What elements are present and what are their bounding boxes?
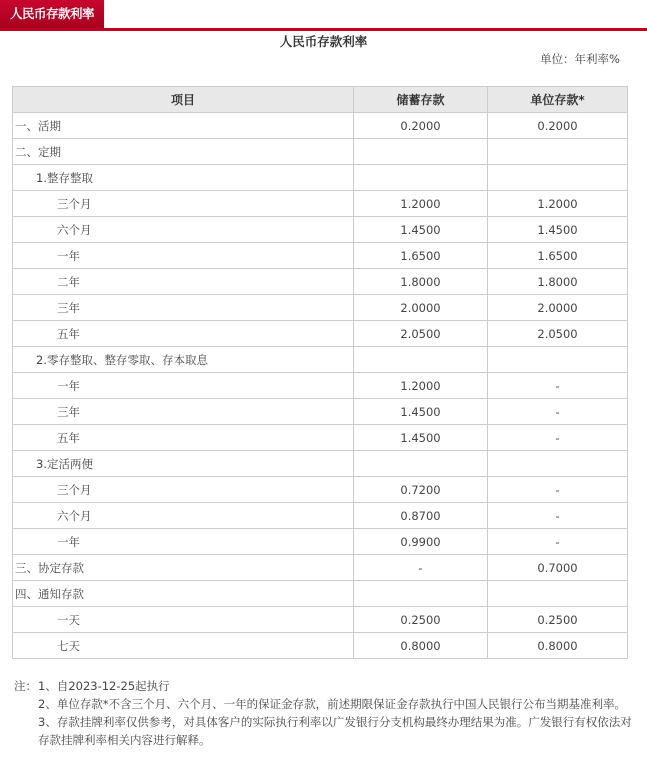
savings-rate: 1.4500 [354, 217, 488, 243]
row-label: 二年 [13, 269, 354, 295]
savings-rate: 0.8000 [354, 633, 488, 659]
note-item [14, 695, 634, 713]
table-row [13, 633, 628, 659]
savings-rate [354, 581, 488, 607]
savings-rate: 1.8000 [354, 269, 488, 295]
table-row [13, 321, 628, 347]
savings-rate: 0.8700 [354, 503, 488, 529]
corporate-rate: 0.2000 [488, 113, 628, 139]
header-savings: 储蓄存款 [354, 87, 488, 113]
corporate-rate: - [488, 477, 628, 503]
row-label: 一年 [13, 529, 354, 555]
row-label: 六个月 [13, 217, 354, 243]
savings-rate [354, 451, 488, 477]
header-item: 项目 [13, 87, 354, 113]
note-text: 2、单位存款*不含三个月、六个月、一年的保证金存款，前述期限保证金存款执行中国人民银行公布当期基准利率。 [38, 697, 627, 711]
row-label: 一天 [13, 607, 354, 633]
row-label: 四、通知存款 [13, 581, 354, 607]
row-label: 3.定活两便 [13, 451, 354, 477]
notes [14, 677, 634, 749]
table-row [13, 165, 628, 191]
row-label: 三年 [13, 295, 354, 321]
row-label: 六个月 [13, 503, 354, 529]
corporate-rate: 2.0500 [488, 321, 628, 347]
corporate-rate: 1.4500 [488, 217, 628, 243]
savings-rate: 1.6500 [354, 243, 488, 269]
table-header-row [13, 87, 628, 113]
savings-rate: 1.2000 [354, 191, 488, 217]
table-row [13, 139, 628, 165]
table-row [13, 191, 628, 217]
row-label: 五年 [13, 425, 354, 451]
row-label: 七天 [13, 633, 354, 659]
savings-rate: 0.2000 [354, 113, 488, 139]
table-row [13, 113, 628, 139]
corporate-rate: 0.7000 [488, 555, 628, 581]
corporate-rate [488, 139, 628, 165]
table-row [13, 399, 628, 425]
corporate-rate [488, 347, 628, 373]
table-row [13, 503, 628, 529]
row-label: 三年 [13, 399, 354, 425]
savings-rate: 1.4500 [354, 399, 488, 425]
savings-rate: - [354, 555, 488, 581]
corporate-rate [488, 165, 628, 191]
row-label: 1.整存整取 [13, 165, 354, 191]
savings-rate [354, 139, 488, 165]
row-label: 一年 [13, 243, 354, 269]
savings-rate: 0.9900 [354, 529, 488, 555]
corporate-rate: - [488, 399, 628, 425]
row-label: 二、定期 [13, 139, 354, 165]
row-label: 2.零存整取、整存零取、存本取息 [13, 347, 354, 373]
corporate-rate: 0.8000 [488, 633, 628, 659]
tab-bar [0, 0, 647, 31]
table-row [13, 529, 628, 555]
table-row [13, 477, 628, 503]
corporate-rate: 1.8000 [488, 269, 628, 295]
row-label: 一年 [13, 373, 354, 399]
table-row [13, 217, 628, 243]
table-row [13, 295, 628, 321]
savings-rate: 0.7200 [354, 477, 488, 503]
notes-prefix: 注： [14, 679, 37, 693]
note-text: 3、存款挂牌利率仅供参考，对具体客户的实际执行利率以广发银行分支机构最终办理结果为准。广发银行有权依法对存款挂牌利率相关内容进行解释。 [38, 715, 632, 747]
deposit-rate-table [12, 86, 628, 659]
unit-label: 单位：年利率% [540, 52, 620, 66]
row-label: 一、活期 [13, 113, 354, 139]
header-corporate: 单位存款* [488, 87, 628, 113]
corporate-rate: 2.0000 [488, 295, 628, 321]
table-row [13, 243, 628, 269]
note-item [14, 677, 634, 695]
row-label: 三个月 [13, 477, 354, 503]
savings-rate: 2.0500 [354, 321, 488, 347]
corporate-rate: - [488, 529, 628, 555]
savings-rate [354, 165, 488, 191]
savings-rate: 2.0000 [354, 295, 488, 321]
corporate-rate: 1.2000 [488, 191, 628, 217]
table-row [13, 373, 628, 399]
corporate-rate: 0.2500 [488, 607, 628, 633]
table-row [13, 555, 628, 581]
savings-rate: 1.2000 [354, 373, 488, 399]
table-row [13, 269, 628, 295]
corporate-rate: 1.6500 [488, 243, 628, 269]
corporate-rate [488, 451, 628, 477]
tab-rmb-deposit-rates[interactable]: 人民币存款利率 [0, 0, 104, 28]
row-label: 三个月 [13, 191, 354, 217]
corporate-rate: - [488, 373, 628, 399]
table-row [13, 347, 628, 373]
row-label: 五年 [13, 321, 354, 347]
savings-rate [354, 347, 488, 373]
row-label: 三、协定存款 [13, 555, 354, 581]
note-item [14, 713, 634, 749]
page-title: 人民币存款利率 [279, 34, 368, 49]
table-row [13, 451, 628, 477]
corporate-rate [488, 581, 628, 607]
note-text: 1、自2023-12-25起执行 [38, 679, 170, 693]
table-row [13, 425, 628, 451]
savings-rate: 0.2500 [354, 607, 488, 633]
savings-rate: 1.4500 [354, 425, 488, 451]
corporate-rate: - [488, 425, 628, 451]
table-row [13, 581, 628, 607]
corporate-rate: - [488, 503, 628, 529]
table-row [13, 607, 628, 633]
